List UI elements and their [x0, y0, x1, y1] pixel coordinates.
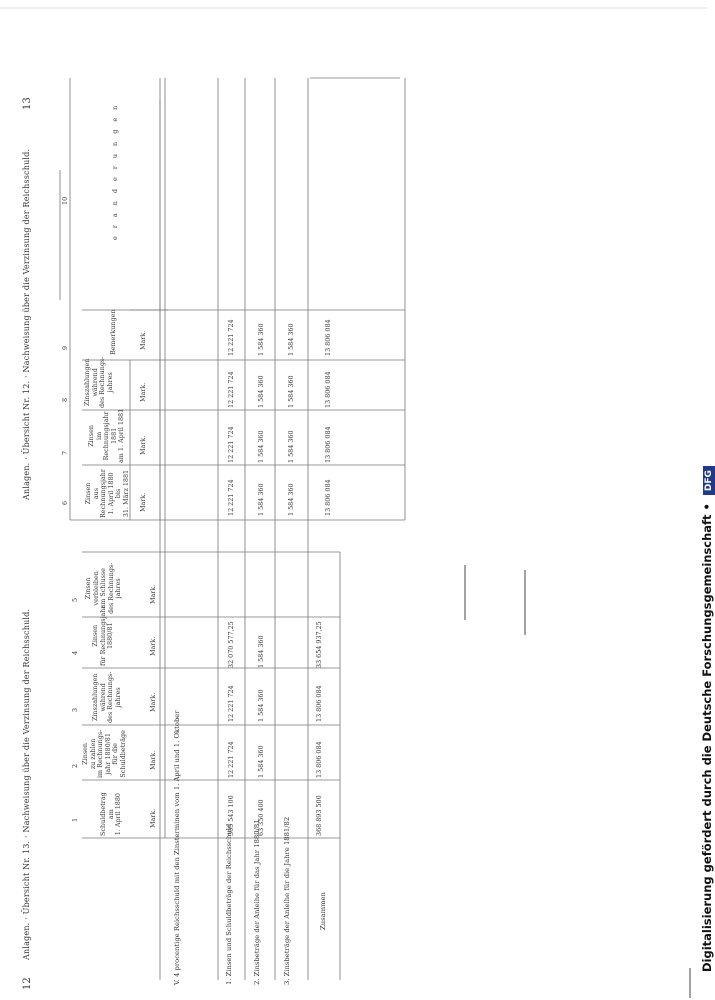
- column-unit: Mark.: [139, 330, 147, 350]
- row-label: 3. Zinsbeträge der Anleihe für die Jahre 1881/82: [283, 816, 291, 985]
- column-header: Zinsen im Rechnungsjahr 1881 am 1. April 1881: [87, 408, 126, 463]
- row-label: V. 4 procentige Reichsschuld mit den Zinsterminen vom 1. April und 1. Oktober: [173, 710, 181, 985]
- table-cell-total: 13 806 084: [315, 685, 323, 722]
- table-cell: 12 221 724: [227, 685, 235, 722]
- page-number-left: 12: [22, 977, 33, 990]
- table-cell: 12 221 724: [227, 426, 235, 463]
- column-number: 10: [61, 196, 69, 205]
- table-cell: 1 584 360: [287, 430, 295, 463]
- column-unit: Mark.: [149, 636, 157, 656]
- table-cell: 12 221 724: [227, 741, 235, 778]
- right-page-header: Anlagen. · Übersicht Nr. 12. · Nachweisung über die Verzinsung der Reichsschuld.: [22, 148, 31, 500]
- column-number: 2: [71, 763, 79, 768]
- remarks-text: e r a n d e r u n g e n: [111, 102, 119, 240]
- column-number: 6: [61, 500, 69, 505]
- table-cell: 1 584 360: [257, 689, 265, 722]
- table-cell: 12 221 724: [227, 371, 235, 408]
- row-label: 1. Zinsen und Schuldbeträge der Reichsschuld: [225, 823, 233, 985]
- table-cell-total: 368 893 500: [315, 795, 323, 836]
- dfg-watermark: [700, 466, 715, 972]
- watermark-text: Digitalisierung gefördert durch die Deutsche Forschungsgemeinschaft •: [700, 503, 714, 972]
- table-cell-total: 13 806 084: [315, 741, 323, 778]
- table-cell: 1 584 360: [257, 323, 265, 356]
- column-header: Schuldbetrag am 1. April 1880: [99, 792, 123, 836]
- table-cell: 1 584 360: [287, 483, 295, 516]
- column-unit: Mark.: [149, 692, 157, 712]
- table-cell-total: 13 806 084: [324, 371, 332, 408]
- table-cell: 1 584 360: [257, 745, 265, 778]
- column-header: Zinsen verbleiben am Schlusse des Rechnungs- jahres: [84, 562, 123, 614]
- column-number: 5: [71, 597, 79, 602]
- page-number-right: 13: [22, 97, 33, 110]
- table-cell: 1 584 360: [257, 430, 265, 463]
- column-number: 7: [61, 450, 69, 455]
- table-cell: 305 543 100: [227, 795, 235, 836]
- column-header: Zinsen für Rechnungsjahr 1880/81: [91, 605, 115, 666]
- table-cell: 12 221 724: [227, 479, 235, 516]
- column-unit: Mark.: [149, 808, 157, 828]
- column-number: 4: [71, 650, 79, 655]
- table-cell-total: 13 806 084: [324, 479, 332, 516]
- column-number: 1: [71, 817, 79, 822]
- column-number: 9: [61, 345, 69, 350]
- column-header: Zinszahlungen während des Rechnungs- jahres: [91, 671, 122, 723]
- column-header: Zinsen aus Rechnungsjahr 1. April 1880 bis 31. März 1881: [84, 469, 130, 518]
- table-cell: 1 584 360: [287, 323, 295, 356]
- table-cell-total: 33 654 937,25: [315, 621, 323, 668]
- table-cell: 63 350 400: [257, 799, 265, 836]
- table-cell-total: 13 806 084: [324, 319, 332, 356]
- column-unit: Mark.: [139, 382, 147, 402]
- table-cell: 32 070 577,25: [227, 621, 235, 668]
- column-header: Zinsen zu zahlen im Rechnungs- jahr 1880/81 für die Schuldbeträge: [81, 729, 127, 778]
- column-header: Bemerkungen: [109, 309, 117, 355]
- table-cell: 1 584 360: [287, 375, 295, 408]
- table-cell: 12 221 724: [227, 319, 235, 356]
- column-unit: Mark.: [139, 492, 147, 512]
- row-label-total: Zusammen: [319, 892, 327, 930]
- column-unit: Mark.: [149, 584, 157, 604]
- column-number: 3: [71, 707, 79, 712]
- table-cell: 1 584 360: [257, 635, 265, 668]
- column-number: 8: [61, 397, 69, 402]
- column-header: Zinszahlungen während des Rechnungs- jahres: [83, 356, 114, 408]
- table-cell: 1 584 360: [257, 483, 265, 516]
- column-unit: Mark.: [149, 750, 157, 770]
- dfg-logo-icon: DFG: [703, 466, 715, 495]
- row-label: 2. Zinsbeträge der Anleihe für das Jahr 1880/81: [253, 819, 261, 985]
- table-cell: 1 584 360: [257, 375, 265, 408]
- table-cell-total: 13 806 084: [324, 426, 332, 463]
- column-unit: Mark.: [139, 435, 147, 455]
- left-page-header: Anlagen. · Übersicht Nr. 13. · Nachweisung über die Verzinsung der Reichsschuld.: [22, 608, 31, 960]
